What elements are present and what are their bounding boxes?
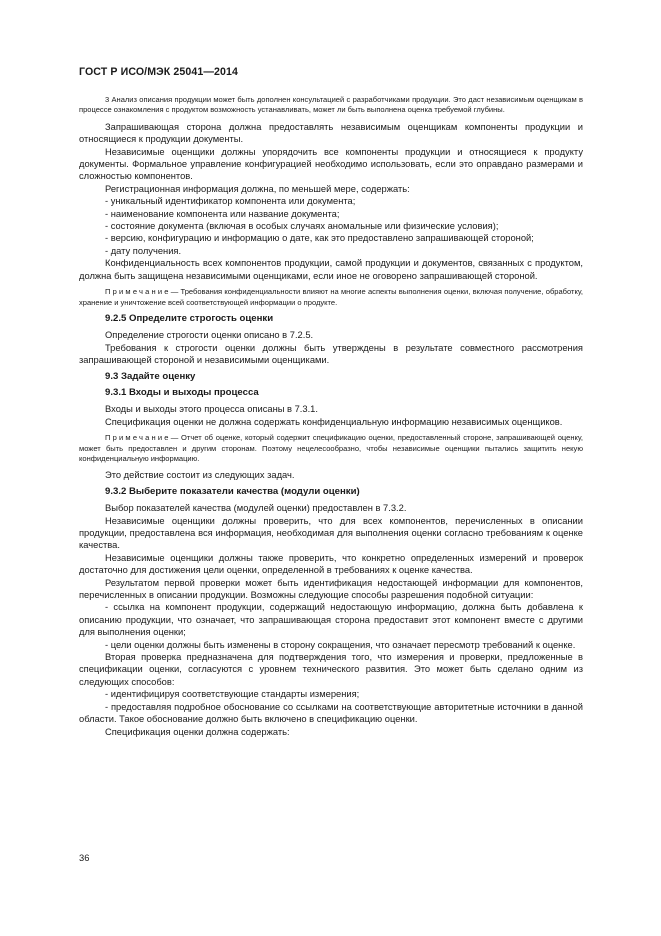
page-number: 36 [79, 853, 90, 863]
list-item: - предоставляя подробное обоснование со ссылками на соответствующие авторитетные источники в данной области. Такое обоснование должно быть включено в спецификацию оценки. [79, 701, 583, 725]
note-label: Примечание [105, 287, 171, 297]
paragraph: Конфиденциальность всех компонентов продукции, самой продукции и документов, связанных с продуктом, должна быть защищена независимыми оценщиками, если иное не оговорено запрашивающей стороной. [79, 258, 583, 281]
paragraph: Результатом первой проверки может быть идентификация недостающей информации для компонентов, перечисленных в описании продукции. Возможны следующие способы разрешения подобной ситуации: [79, 577, 583, 601]
note-paragraph [79, 287, 583, 308]
section-heading: 9.2.5 Определите строгость оценки [105, 312, 274, 324]
list-item: - состояние документа (включая в особых случаях аномальные или физические условия); [105, 221, 499, 232]
paragraph: Входы и выходы этого процесса описаны в 7.3.1. [105, 404, 318, 415]
paragraph: Это действие состоит из следующих задач. [105, 470, 295, 481]
paragraph: Независимые оценщики должны упорядочить все компоненты продукции и относящиеся к продукту документы. Формальное управление конфигурацией необходимо использовать, если это оправдано размерами и сложностью компонентов. [79, 146, 583, 182]
document-body [79, 95, 583, 738]
section-heading: 9.3.1 Входы и выходы процесса [105, 386, 259, 398]
paragraph: Требования к строгости оценки должны быть утверждены в результате совместного рассмотрения запрашивающей стороной и независимыми оценщиками. [79, 342, 583, 366]
list-item: - идентифицируя соответствующие стандарты измерения; [105, 689, 360, 700]
list-item: - цели оценки должны быть изменены в сторону сокращения, что означает пересмотр требований к оценке. [105, 639, 576, 650]
paragraph: Спецификация оценки должна содержать: [105, 726, 290, 737]
paragraph: Вторая проверка предназначена для подтверждения того, что измерения и проверки, предложенные в спецификации оценки, согласуются с уровнем технического развития. Это может быть сделано одним из следующих способов: [79, 652, 583, 687]
paragraph: Независимые оценщики должны также проверить, что конкретно определенных измерений и проверок достаточно для достижения цели оценки, определенной в требованиях к оценке качества. [79, 552, 583, 576]
section-heading: 9.3 Задайте оценку [105, 370, 196, 382]
note-label: Примечание [105, 433, 171, 443]
note-paragraph [79, 433, 583, 464]
note-text: — Требования конфиденциальности влияют на многие аспекты выполнения оценки, включая получение, обработку, хранение и уничтожение всей соответствующей информации о продукте. [79, 287, 583, 307]
paragraph: Спецификация оценки не должна содержать конфиденциальную информацию независимых оценщиков. [105, 416, 563, 427]
paragraph: Выбор показателей качества (модулей оценки) предоставлен в 7.3.2. [105, 503, 407, 514]
section-heading: 9.3.2 Выберите показатели качества (модули оценки) [105, 485, 360, 497]
list-item: - версию, конфигурацию и информацию о дате, как это предоставлено запрашивающей стороной; [105, 233, 534, 244]
note-text: — Отчет об оценке, который содержит спецификацию оценки, предоставленный стороне, запрашивающей оценку, может быть предоставлен и другим сторонам. Поэтому нецелесообразно, чтобы независимые оценщики пытались защитить некую конфиденциальную информацию. [79, 433, 583, 463]
list-item: - дату получения. [105, 245, 182, 256]
paragraph: Определение строгости оценки описано в 7.2.5. [105, 330, 314, 341]
list-item: - уникальный идентификатор компонента или документа; [105, 196, 356, 207]
footnote-paragraph: 3 Анализ описания продукции может быть дополнен консультацией с разработчиками продукции. Это даст независимым оценщикам в процессе ознакомления с продуктом возможность устанавливать, может ли быть выполнена оценка требуемой глубины. [79, 95, 583, 115]
paragraph: Независимые оценщики должны проверить, что для всех компонентов, перечисленных в описании продукции, предоставлена вся информация, необходимая для выполнения оценки согласно требованиям к оценке качества. [79, 515, 583, 551]
paragraph: Запрашивающая сторона должна предоставлять независимым оценщикам компоненты продукции и относящиеся к продукции документы. [79, 121, 583, 145]
document-header: ГОСТ Р ИСО/МЭК 25041—2014 [79, 66, 238, 78]
paragraph: Регистрационная информация должна, по меньшей мере, содержать: [105, 183, 410, 194]
list-item: - наименование компонента или название документа; [105, 208, 340, 219]
list-item: - ссылка на компонент продукции, содержащий недостающую информацию, должна быть добавлена к описанию продукции, что означает, что запрашивающая сторона предоставит этот компонент вместе с другими для выполнения оценки; [79, 602, 583, 638]
